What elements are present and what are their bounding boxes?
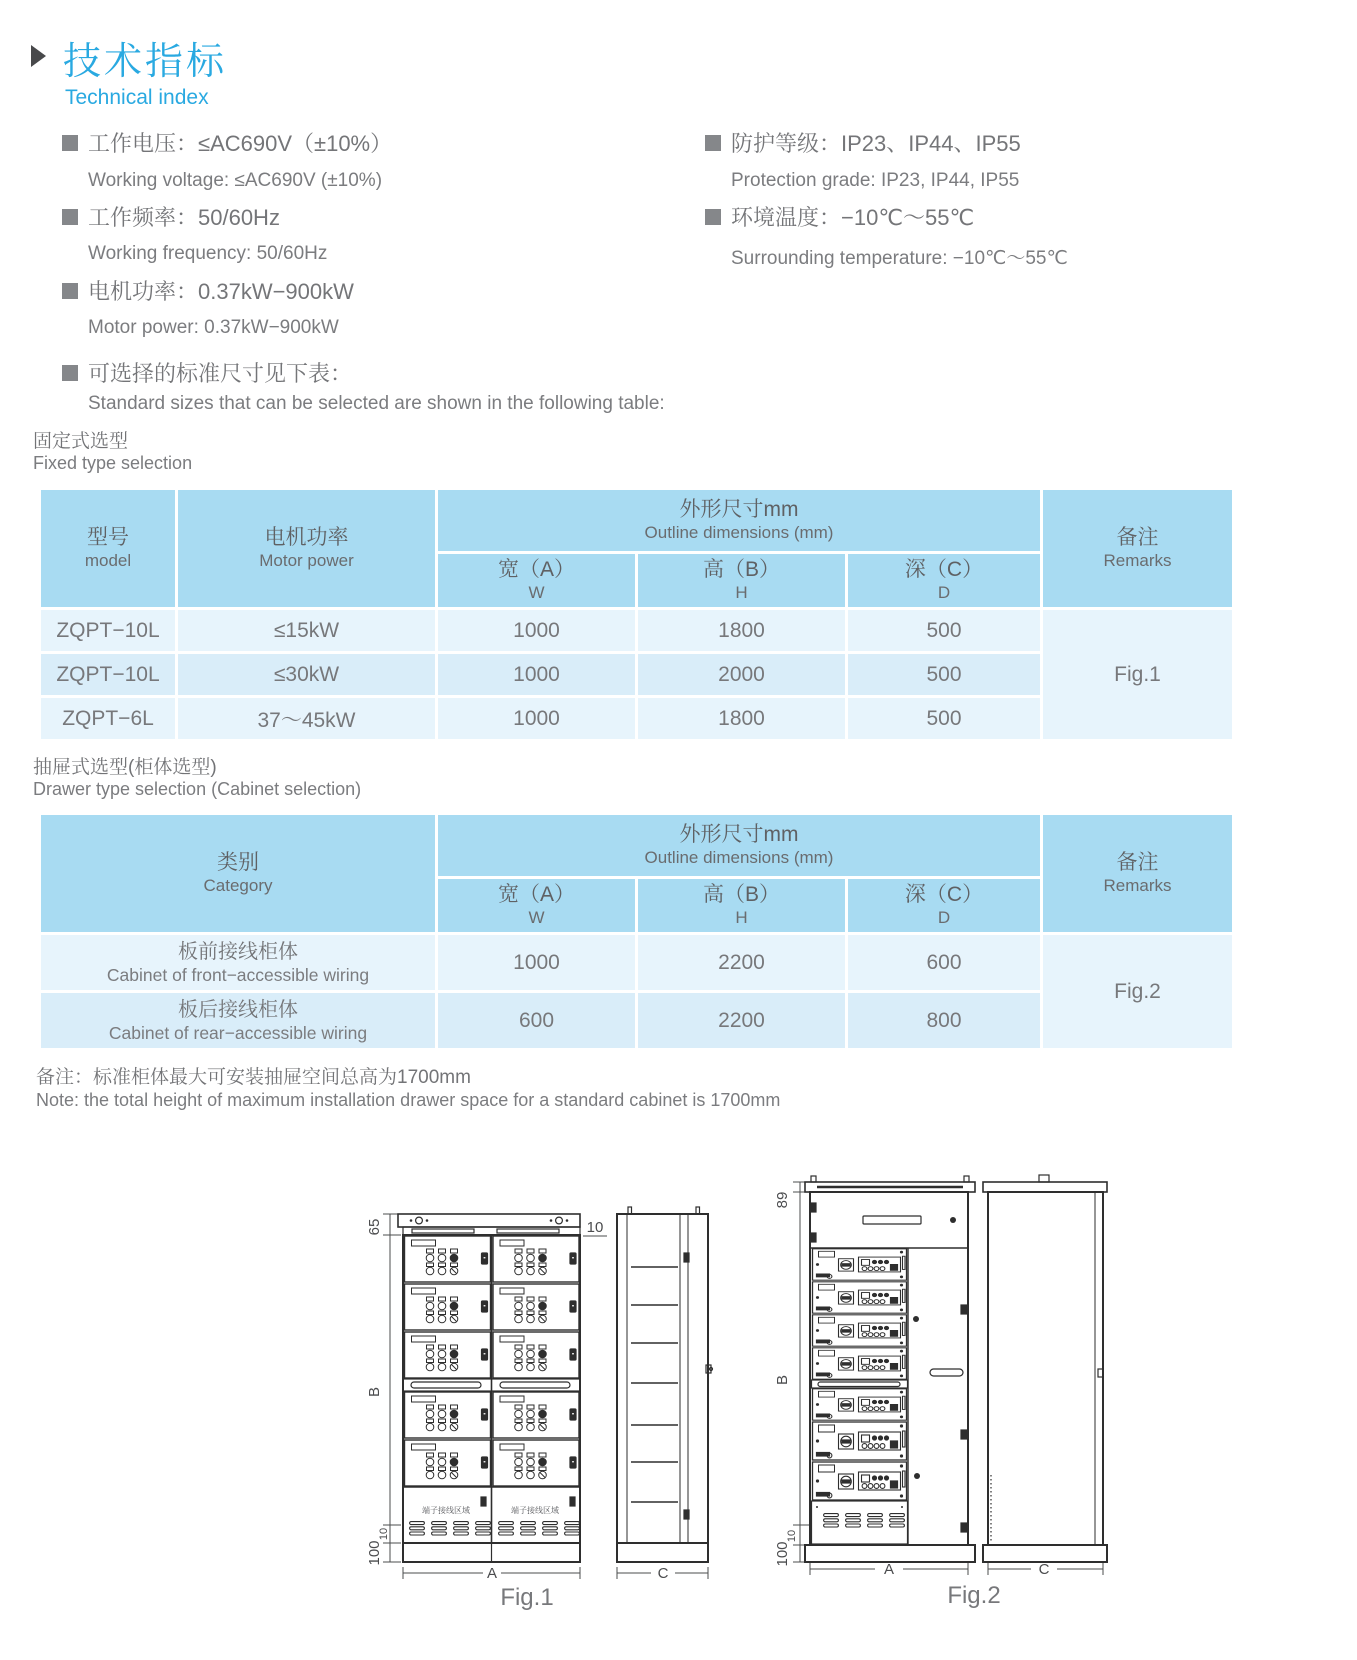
height-cell: 2000 <box>637 653 847 697</box>
drawer-type-table <box>38 812 1235 1051</box>
dimension-label: 100 <box>774 1541 791 1567</box>
fig2-drawing <box>725 1145 1125 1620</box>
depth-cell: 600 <box>847 934 1042 992</box>
power-cell: ≤30kW <box>177 653 437 697</box>
header-remarks: 备注 Remarks <box>1042 489 1234 609</box>
header-depth: 深（C） D <box>847 878 1042 934</box>
depth-cell: 500 <box>847 609 1042 653</box>
width-cell: 1000 <box>437 609 637 653</box>
fig1-drawing <box>345 1185 725 1620</box>
dimension-label: B <box>774 1374 791 1386</box>
spec-item-frequency-cn: 工作频率：50/60Hz <box>62 201 280 232</box>
spec-item-motor-power-cn: 电机功率：0.37kW−900kW <box>62 275 354 306</box>
fixed-table-caption-cn: 固定式选型 <box>33 431 129 452</box>
fig1-side-view <box>617 1207 713 1562</box>
header-height: 高（B） H <box>637 553 847 609</box>
height-cell: 2200 <box>637 934 847 992</box>
remarks-cell: Fig.1 <box>1042 609 1234 741</box>
drawer-table-caption-en: Drawer type selection (Cabinet selection) <box>33 779 362 799</box>
fig2-front-view <box>805 1176 975 1562</box>
spec-item-sizes-note-cn: 可选择的标准尺寸见下表： <box>62 357 352 388</box>
width-cell: 600 <box>437 992 637 1050</box>
header-outline-dimensions: 外形尺寸mm Outline dimensions (mm) <box>437 814 1042 878</box>
header-motor-power: 电机功率 Motor power <box>177 489 437 609</box>
power-cell: 37～45kW <box>177 697 437 741</box>
spec-item-sizes-note-en: Standard sizes that can be selected are shown in the following table: <box>88 393 665 414</box>
dimension-label: 10 <box>786 1529 798 1543</box>
remarks-cell: Fig.2 <box>1042 934 1234 1050</box>
table-row <box>40 609 1234 653</box>
square-bullet-icon <box>705 209 721 225</box>
power-cell: ≤15kW <box>177 609 437 653</box>
spec-item-voltage-en: Working voltage: ≤AC690V (±10%) <box>88 170 383 191</box>
spec-item-frequency-en: Working frequency: 50/60Hz <box>88 243 328 264</box>
spec-item-voltage-cn: 工作电压：≤AC690V（±10%） <box>62 127 392 158</box>
note-en: Note: the total height of maximum installation drawer space for a standard cabinet is 1700mm <box>36 1090 781 1110</box>
dimension-label: A <box>883 1561 895 1578</box>
dimension-label: 10 <box>586 1219 604 1236</box>
height-cell: 1800 <box>637 697 847 741</box>
width-cell: 1000 <box>437 653 637 697</box>
square-bullet-icon <box>62 209 78 225</box>
header-remarks: 备注 Remarks <box>1042 814 1234 934</box>
height-cell: 1800 <box>637 609 847 653</box>
drawer-table-caption-cn: 抽屉式选型(柜体选型) <box>33 757 217 778</box>
square-bullet-icon <box>705 135 721 151</box>
height-cell: 2200 <box>637 992 847 1050</box>
table-row <box>40 934 1234 992</box>
dimension-label: B <box>366 1386 383 1398</box>
header-category: 类别 Category <box>40 814 437 934</box>
width-cell: 1000 <box>437 697 637 741</box>
depth-cell: 500 <box>847 697 1042 741</box>
note-cn: 备注：标准柜体最大可安装抽屉空间总高为1700mm <box>36 1067 471 1088</box>
spec-item-temperature-cn: 环境温度：−10℃～55℃ <box>705 201 974 232</box>
header-depth: 深（C） D <box>847 553 1042 609</box>
terminal-area-label: 端子接线区域 <box>422 1506 470 1515</box>
dimension-label: 89 <box>774 1191 791 1209</box>
fixed-table-caption-en: Fixed type selection <box>33 453 193 473</box>
model-cell: ZQPT−10L <box>40 653 177 697</box>
dimension-label: 65 <box>366 1218 383 1236</box>
category-cell: 板后接线柜体 Cabinet of rear−accessible wiring <box>40 992 437 1050</box>
square-bullet-icon <box>62 135 78 151</box>
dimension-label: C <box>1038 1561 1050 1578</box>
spec-item-protection-en: Protection grade: IP23, IP44, IP55 <box>731 170 1020 191</box>
depth-cell: 500 <box>847 653 1042 697</box>
fig1-caption: Fig.1 <box>500 1584 554 1611</box>
dimension-label: A <box>486 1565 498 1582</box>
fig2-side-view <box>983 1175 1107 1562</box>
spec-item-motor-power-en: Motor power: 0.37kW−900kW <box>88 317 339 338</box>
header-width: 宽（A） W <box>437 878 637 934</box>
spec-item-protection-cn: 防护等级：IP23、IP44、IP55 <box>705 127 1021 158</box>
dimension-label: 100 <box>366 1540 383 1566</box>
section-arrow-icon <box>31 45 46 67</box>
square-bullet-icon <box>62 365 78 381</box>
header-outline-dimensions: 外形尺寸mm Outline dimensions (mm) <box>437 489 1042 553</box>
depth-cell: 800 <box>847 992 1042 1050</box>
terminal-area-label: 端子接线区域 <box>511 1506 559 1515</box>
page-title-en: Technical index <box>65 86 209 109</box>
category-cell: 板前接线柜体 Cabinet of front−accessible wiring <box>40 934 437 992</box>
model-cell: ZQPT−10L <box>40 609 177 653</box>
dimension-label: C <box>657 1565 669 1582</box>
header-width: 宽（A） W <box>437 553 637 609</box>
dimension-label: 10 <box>378 1527 390 1541</box>
page-title-cn: 技术指标 <box>63 41 228 83</box>
spec-item-temperature-en: Surrounding temperature: −10℃～55℃ <box>731 248 1068 269</box>
fig2-caption: Fig.2 <box>947 1582 1001 1609</box>
width-cell: 1000 <box>437 934 637 992</box>
header-height: 高（B） H <box>637 878 847 934</box>
model-cell: ZQPT−6L <box>40 697 177 741</box>
fixed-type-table <box>38 487 1235 742</box>
header-model: 型号 model <box>40 489 177 609</box>
square-bullet-icon <box>62 283 78 299</box>
